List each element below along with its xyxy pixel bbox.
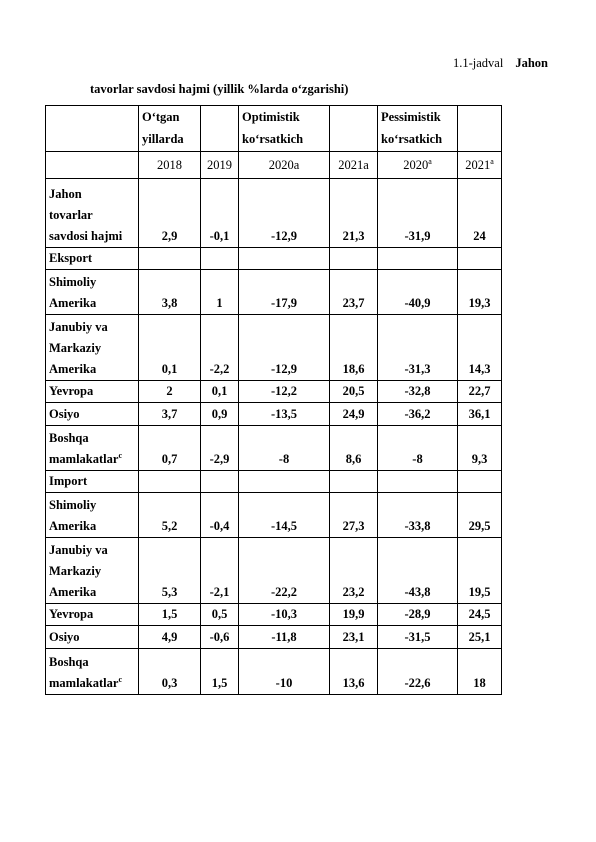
value-cell-2020a-optimistic: -8 [239,426,330,471]
value-cell-2021a-pessimistic: 25,1 [458,626,502,649]
year-header-2021a-optimistic: 2021a [330,152,378,179]
value-cell-2021a-pessimistic: 24,5 [458,604,502,626]
value-cell-2020a-optimistic: -17,9 [239,270,330,315]
value-cell-2020a-pessimistic [378,248,458,270]
value-cell-2020a-optimistic: -13,5 [239,403,330,426]
value-cell-2020a-pessimistic [378,471,458,493]
header-empty-cell [46,106,139,152]
value-cell-2018: 3,8 [139,270,201,315]
value-cell-2021a-optimistic: 23,2 [330,538,378,604]
value-cell-2019: -2,2 [201,315,239,381]
table-row [46,248,502,270]
table-row [46,626,502,649]
value-cell-2020a-pessimistic: -32,8 [378,381,458,403]
header-past-years: O‘tgan yillarda [139,106,201,152]
row-label: Boshqa mamlakatlar$^c$ [46,426,139,471]
row-label: Shimoliy Amerika [46,270,139,315]
row-label: Jahon tovarlar savdosi hajmi [46,179,139,248]
value-cell-2018: 4,9 [139,626,201,649]
value-cell-2020a-pessimistic: -40,9 [378,270,458,315]
value-cell-2021a-optimistic: 27,3 [330,493,378,538]
value-cell-2021a-optimistic: 23,1 [330,626,378,649]
value-cell-2019: -2,9 [201,426,239,471]
value-cell-2021a-pessimistic: 22,7 [458,381,502,403]
value-cell-2020a-pessimistic: -31,3 [378,315,458,381]
value-cell-2021a-optimistic: 20,5 [330,381,378,403]
value-cell-2021a-pessimistic: 18 [458,649,502,695]
value-cell-2020a-pessimistic: -8 [378,426,458,471]
table-row [46,315,502,381]
value-cell-2019: 1 [201,270,239,315]
value-cell-2020a-optimistic [239,248,330,270]
value-cell-2020a-pessimistic: -31,9 [378,179,458,248]
row-label: Boshqa mamlakatlar$^c$ [46,649,139,695]
value-cell-2018: 5,2 [139,493,201,538]
row-label: Janubiy va Markaziy Amerika [46,538,139,604]
table-caption-line1 [453,56,548,71]
value-cell-2019: -0,4 [201,493,239,538]
year-header-2018: 2018 [139,152,201,179]
value-cell-2021a-optimistic: 19,9 [330,604,378,626]
trade-volume-table [45,105,502,695]
row-label: Shimoliy Amerika [46,493,139,538]
value-cell-2020a-optimistic: -12,2 [239,381,330,403]
value-cell-2020a-pessimistic: -36,2 [378,403,458,426]
value-cell-2020a-optimistic: -11,8 [239,626,330,649]
value-cell-2021a-optimistic: 23,7 [330,270,378,315]
value-cell-2020a-optimistic: -10,3 [239,604,330,626]
header-empty-cell [46,152,139,179]
value-cell-2021a-pessimistic: 9,3 [458,426,502,471]
value-cell-2021a-pessimistic: 14,3 [458,315,502,381]
table-row [46,604,502,626]
value-cell-2020a-pessimistic: -22,6 [378,649,458,695]
value-cell-2019 [201,471,239,493]
row-label: Yevropa [46,604,139,626]
value-cell-2021a-optimistic: 21,3 [330,179,378,248]
value-cell-2020a-pessimistic: -31,5 [378,626,458,649]
value-cell-2021a-pessimistic: 19,3 [458,270,502,315]
table-row [46,426,502,471]
header-optimistic: Optimistik ko‘rsatkich [239,106,330,152]
table-row [46,403,502,426]
value-cell-2020a-optimistic: -22,2 [239,538,330,604]
value-cell-2020a-pessimistic: -33,8 [378,493,458,538]
value-cell-2019: -2,1 [201,538,239,604]
value-cell-2019 [201,248,239,270]
value-cell-2021a-optimistic: 18,6 [330,315,378,381]
value-cell-2021a-pessimistic: 24 [458,179,502,248]
value-cell-2018: 0,3 [139,649,201,695]
value-cell-2021a-pessimistic: 36,1 [458,403,502,426]
table-row [46,538,502,604]
value-cell-2018 [139,471,201,493]
table-row [46,493,502,538]
value-cell-2018: 2,9 [139,179,201,248]
value-cell-2021a-optimistic: 8,6 [330,426,378,471]
value-cell-2018: 0,1 [139,315,201,381]
value-cell-2021a-pessimistic: 19,5 [458,538,502,604]
value-cell-2021a-pessimistic: 29,5 [458,493,502,538]
value-cell-2019: -0,6 [201,626,239,649]
table-row [46,381,502,403]
value-cell-2018 [139,248,201,270]
value-cell-2021a-pessimistic [458,248,502,270]
value-cell-2019: -0,1 [201,179,239,248]
value-cell-2020a-pessimistic: -43,8 [378,538,458,604]
table-row [46,649,502,695]
header-empty-cell [201,106,239,152]
value-cell-2021a-optimistic [330,248,378,270]
row-label: Janubiy va Markaziy Amerika [46,315,139,381]
value-cell-2019: 0,1 [201,381,239,403]
value-cell-2019: 1,5 [201,649,239,695]
row-label: Osiyo [46,403,139,426]
value-cell-2019: 0,5 [201,604,239,626]
value-cell-2018: 0,7 [139,426,201,471]
header-pessimistic: Pessimistik ko‘rsatkich [378,106,458,152]
header-empty-cell [458,106,502,152]
value-cell-2020a-optimistic: -12,9 [239,179,330,248]
value-cell-2021a-optimistic: 24,9 [330,403,378,426]
table-row [46,471,502,493]
row-label: Import [46,471,139,493]
value-cell-2020a-pessimistic: -28,9 [378,604,458,626]
value-cell-2018: 3,7 [139,403,201,426]
year-header-2020a-optimistic: 2020a [239,152,330,179]
value-cell-2021a-pessimistic [458,471,502,493]
year-header-2021a-pessimistic: 2021$^a$ [458,152,502,179]
value-cell-2020a-optimistic: -14,5 [239,493,330,538]
row-label: Yevropa [46,381,139,403]
value-cell-2018: 5,3 [139,538,201,604]
year-header-2020a-pessimistic: 2020$^a$ [378,152,458,179]
table-row [46,270,502,315]
row-label: Eksport [46,248,139,270]
value-cell-2020a-optimistic [239,471,330,493]
value-cell-2018: 2 [139,381,201,403]
value-cell-2019: 0,9 [201,403,239,426]
value-cell-2021a-optimistic [330,471,378,493]
table-title-continuation: tavorlar savdosi hajmi (yillik %larda o‘zgarishi) [90,82,349,96]
header-empty-cell [330,106,378,152]
row-label: Osiyo [46,626,139,649]
table-number: 1.1-jadval [453,56,504,70]
value-cell-2021a-optimistic: 13,6 [330,649,378,695]
year-header-row [46,152,502,179]
group-header-row [46,106,502,152]
table-row [46,179,502,248]
value-cell-2018: 1,5 [139,604,201,626]
value-cell-2020a-optimistic: -12,9 [239,315,330,381]
table-title-start: Jahon [515,56,548,70]
year-header-2019: 2019 [201,152,239,179]
value-cell-2020a-optimistic: -10 [239,649,330,695]
